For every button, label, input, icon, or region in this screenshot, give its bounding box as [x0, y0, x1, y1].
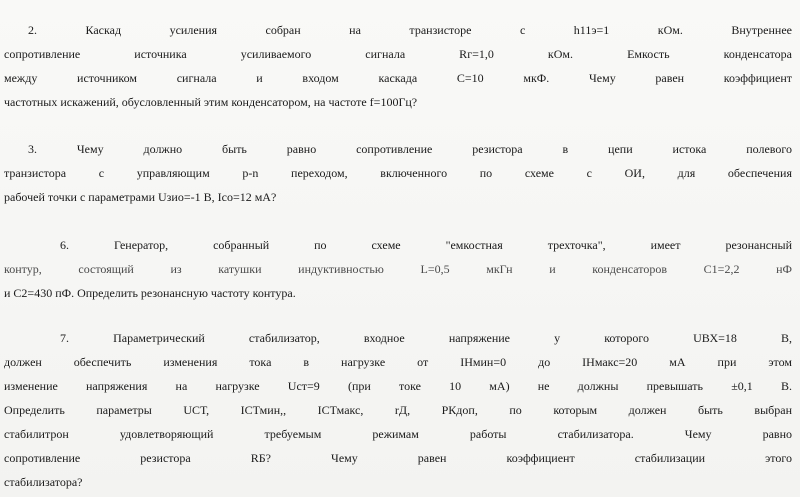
problem-6-line-1: 6. Генератор, собранный по схеме "емкостная трехточка", имеет резонансный: [60, 238, 792, 252]
problem-3-line-2: транзистора с управляющим p-n переходом, включенного по схеме с ОИ, для обеспечения: [4, 166, 792, 180]
problem-3-line-3: рабочей точки с параметрами Uзиo=-1 В, Ico=12 мА?: [4, 190, 277, 204]
problem-2-line-3: между источником сигнала и входом каскада С=10 мкФ. Чему равен коэффициент: [4, 71, 792, 85]
problem-7: [4, 326, 792, 494]
problem-3: [4, 137, 792, 209]
problem-6-line-2: контур, состоящий из катушки индуктивностью L=0,5 мкГн и конденсаторов C1=2,2 нФ: [4, 262, 792, 276]
problem-7-line-2: должен обеспечить изменения тока в нагрузке от IНмин=0 до IНмакс=20 мА при этом: [4, 355, 792, 369]
problem-7-line-1: 7. Параметрический стабилизатор, входное напряжение у которого UВХ=18 В,: [60, 331, 792, 345]
problem-7-line-7: стабилизатора?: [4, 475, 83, 489]
problem-7-line-3: изменение напряжения на нагрузке Uст=9 (при токе 10 мА) не должны превышать ±0,1 В.: [4, 379, 792, 393]
problem-2-line-1: 2. Каскад усиления собран на транзисторе с h11э=1 кОм. Внутреннее: [28, 23, 792, 37]
problem-6: [4, 233, 792, 305]
problem-3-line-1: 3. Чему должно быть равно сопротивление резистора в цепи истока полевого: [28, 142, 792, 156]
problem-7-line-5: стабилитрон удовлетворяющий требуемым режимам работы стабилизатора. Чему равно: [4, 427, 792, 441]
problem-7-line-6: сопротивление резистора RБ? Чему равен коэффициент стабилизации этого: [4, 451, 792, 465]
problem-2-line-4: частотных искажений, обусловленный этим конденсатором, на частоте f=100Гц?: [4, 95, 418, 109]
problem-2: [4, 18, 792, 114]
problem-2-line-2: сопротивление источника усиливаемого сигнала Rг=1,0 кОм. Емкость конденсатора: [4, 47, 792, 61]
problem-6-line-3: и C2=430 пФ. Определить резонансную частоту контура.: [4, 286, 296, 300]
problem-7-line-4: Определить параметры UСТ, IСТмин,, IСТмакс, rД, PКдоп, по которым должен быть выбран: [4, 403, 792, 417]
